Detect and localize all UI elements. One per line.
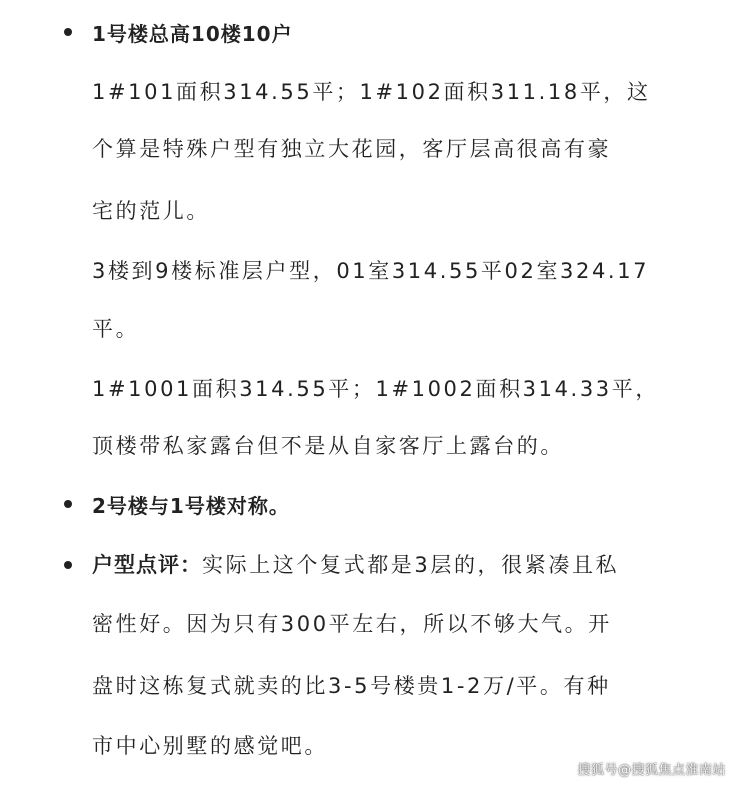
paragraph-line: 1#1001面积314.55平；1#1002面积314.33平，: [92, 377, 659, 401]
paragraph-line: 平。: [92, 317, 140, 341]
paragraph-line: 3楼到9楼标准层户型，01室314.55平02室324.17: [92, 259, 650, 283]
review-first-line: [92, 549, 619, 579]
paragraph-line: 密性好。因为只有300平左右，所以不够大气。开: [92, 612, 612, 636]
paragraph-line: 实际上这个复式都是3层的，很紧凑且私: [202, 553, 620, 577]
paragraph-line: 1#101面积314.55平；1#102面积311.18平，这: [92, 80, 651, 104]
bullet-icon: [64, 28, 72, 36]
paragraph-line: 顶楼带私家露台但不是从自家客厅上露台的。: [92, 434, 564, 458]
paragraph-line: 盘时这栋复式就卖的比3-5号楼贵1-2万/平。有种: [92, 674, 611, 698]
paragraph-line: 市中心别墅的感觉吧。: [92, 734, 328, 758]
section-heading: 2号楼与1号楼对称。: [92, 494, 290, 518]
paragraph-line: 宅的范儿。: [92, 199, 210, 223]
section-heading: 1号楼总高10楼10户: [92, 22, 293, 46]
paragraph-line: 个算是特殊户型有独立大花园，客厅层高很高有豪: [92, 137, 612, 161]
bullet-icon: [64, 561, 72, 569]
watermark: 搜狐号@搜狐焦点淮南站: [577, 763, 726, 778]
review-label: 户型点评：: [92, 553, 202, 577]
bullet-icon: [64, 500, 72, 508]
